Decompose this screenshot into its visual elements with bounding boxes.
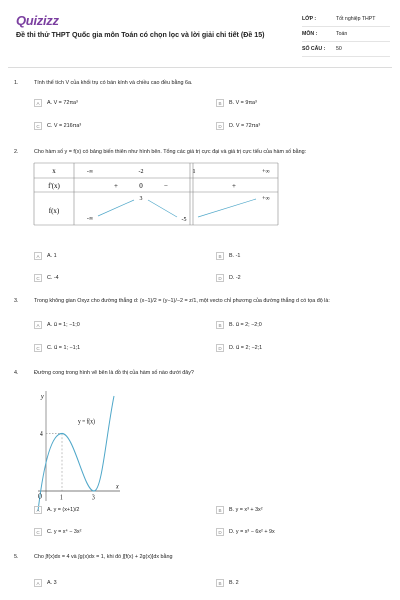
option-text: A. 3 xyxy=(47,580,57,586)
meta-value: Toán xyxy=(336,31,348,37)
x-value: -2 xyxy=(138,169,144,175)
option-a[interactable] xyxy=(34,251,184,261)
option-text: C. -4 xyxy=(47,275,59,281)
question-text: Cho ∫f(x)dx = 4 và ∫g(x)dx = 1, khi đó ∫[f(x) + 2g(x)]dx bằng xyxy=(34,554,173,560)
option-letter: B xyxy=(216,99,224,107)
option-text: A. u⃗ = 1; −1;0 xyxy=(47,322,80,328)
function-row-label: f(x) xyxy=(48,207,60,215)
f-value: +∞ xyxy=(262,196,270,202)
option-text: D. u⃗ = 2; −2;1 xyxy=(229,345,263,351)
derivative-row-label: f'(x) xyxy=(48,182,60,190)
meta-row-count xyxy=(302,42,390,57)
question-5 xyxy=(14,554,388,598)
question-4 xyxy=(14,370,388,545)
option-letter: B xyxy=(216,506,224,514)
option-letter: A xyxy=(34,321,42,329)
option-text: D. -2 xyxy=(229,275,241,281)
option-a[interactable] xyxy=(34,98,184,108)
question-1 xyxy=(14,80,388,140)
y-axis-label: y xyxy=(41,392,44,401)
x-row-label: x xyxy=(52,167,56,175)
option-a[interactable] xyxy=(34,320,184,330)
option-b[interactable] xyxy=(216,251,366,261)
option-text: D. V = 72πa³ xyxy=(229,123,261,129)
question-number: 3. xyxy=(14,298,19,304)
x-value: +∞ xyxy=(262,169,270,175)
page-title: Đề thi thử THPT Quốc gia môn Toán có chọn lọc và lời giải chi tiết (Đề 15) xyxy=(16,31,265,39)
option-text: B. y = x³ + 3x² xyxy=(229,507,263,513)
option-b[interactable] xyxy=(216,320,366,330)
option-text: B. u⃗ = 2; −2;0 xyxy=(229,322,262,328)
question-text: Trong không gian Oxyz cho đường thẳng d: (x−1)/2 = (y−1)/−2 = z/1, một vecto chỉ phương của đường thẳng d có tọa độ là: xyxy=(34,298,330,304)
f-value: -5 xyxy=(181,217,187,223)
sign-value: + xyxy=(114,182,118,190)
option-text: B. V = 9πa³ xyxy=(229,100,257,106)
option-text: A. 1 xyxy=(47,253,57,259)
option-c[interactable] xyxy=(34,273,184,283)
option-text: C. u⃗ = 1; −1;1 xyxy=(47,345,81,351)
option-letter: D xyxy=(216,274,224,282)
option-letter: D xyxy=(216,528,224,536)
meta-label: LỚP : xyxy=(302,16,317,22)
option-text: B. -1 xyxy=(229,253,241,259)
x-value: -∞ xyxy=(86,169,94,175)
meta-panel xyxy=(302,12,390,57)
option-d[interactable] xyxy=(216,121,366,131)
brand-logo: Quizizz xyxy=(16,13,59,28)
option-text: D. y = x³ − 6x² + 9x xyxy=(229,529,275,535)
question-number: 1. xyxy=(14,80,19,86)
variation-table xyxy=(34,163,278,225)
option-text: C. y = x⁴ − 3x² xyxy=(47,529,82,535)
question-text: Tính thể tích V của khối trụ có bán kính và chiều cao đều bằng 6a. xyxy=(34,80,193,86)
sign-value: − xyxy=(164,182,168,190)
option-letter: A xyxy=(34,579,42,587)
meta-label: SỐ CÂU : xyxy=(302,46,326,52)
question-number: 5. xyxy=(14,554,19,560)
tick-label: 3 xyxy=(92,494,95,502)
option-letter: C xyxy=(34,122,42,130)
option-text: A. y = (x+1)/2 xyxy=(47,507,80,513)
option-letter: B xyxy=(216,579,224,587)
option-c[interactable] xyxy=(34,343,184,353)
option-d[interactable] xyxy=(216,527,366,537)
option-b[interactable] xyxy=(216,505,366,515)
option-b[interactable] xyxy=(216,578,366,588)
question-text: Cho hàm số y = f(x) có bảng biến thiên như hình bên. Tổng các giá trị cực đại và giá trị cực tiểu của hàm số bằng: xyxy=(34,149,307,155)
option-text: C. V = 216πa³ xyxy=(47,123,82,129)
curve-label: y = f(x) xyxy=(78,417,95,426)
tick-label: 4 xyxy=(40,430,43,439)
option-letter: C xyxy=(34,274,42,282)
option-letter: A xyxy=(34,99,42,107)
option-b[interactable] xyxy=(216,98,366,108)
meta-row-subject xyxy=(302,27,390,42)
f-value: -∞ xyxy=(86,216,94,222)
option-text: A. V = 72πa³ xyxy=(47,100,78,106)
option-text: B. 2 xyxy=(229,580,239,586)
question-3 xyxy=(14,298,388,358)
option-a[interactable] xyxy=(34,578,184,588)
question-number: 4. xyxy=(14,370,19,376)
sign-value: 0 xyxy=(139,182,143,190)
option-c[interactable] xyxy=(34,121,184,131)
meta-value: 50 xyxy=(336,46,342,52)
option-letter: A xyxy=(34,506,42,514)
option-d[interactable] xyxy=(216,273,366,283)
function-graph xyxy=(34,386,124,502)
meta-row-class xyxy=(302,12,390,27)
option-letter: C xyxy=(34,344,42,352)
option-letter: C xyxy=(34,528,42,536)
option-letter: D xyxy=(216,344,224,352)
option-c[interactable] xyxy=(34,527,184,537)
x-value: 1 xyxy=(192,169,196,175)
f-value: 3 xyxy=(139,196,143,202)
sign-value: + xyxy=(232,182,236,190)
divider xyxy=(8,67,392,68)
origin-label: O xyxy=(38,492,42,501)
option-letter: B xyxy=(216,252,224,260)
option-letter: D xyxy=(216,122,224,130)
option-a[interactable] xyxy=(34,505,184,515)
meta-label: MÔN : xyxy=(302,31,318,37)
meta-value: Tốt nghiệp THPT xyxy=(336,16,376,22)
question-text: Đường cong trong hình vẽ bên là đồ thị của hàm số nào dưới đây? xyxy=(34,370,194,376)
option-d[interactable] xyxy=(216,343,366,353)
option-letter: A xyxy=(34,252,42,260)
option-letter: B xyxy=(216,321,224,329)
question-2 xyxy=(14,149,388,289)
tick-label: 1 xyxy=(60,494,63,502)
question-number: 2. xyxy=(14,149,19,155)
x-axis-label: x xyxy=(116,482,119,491)
